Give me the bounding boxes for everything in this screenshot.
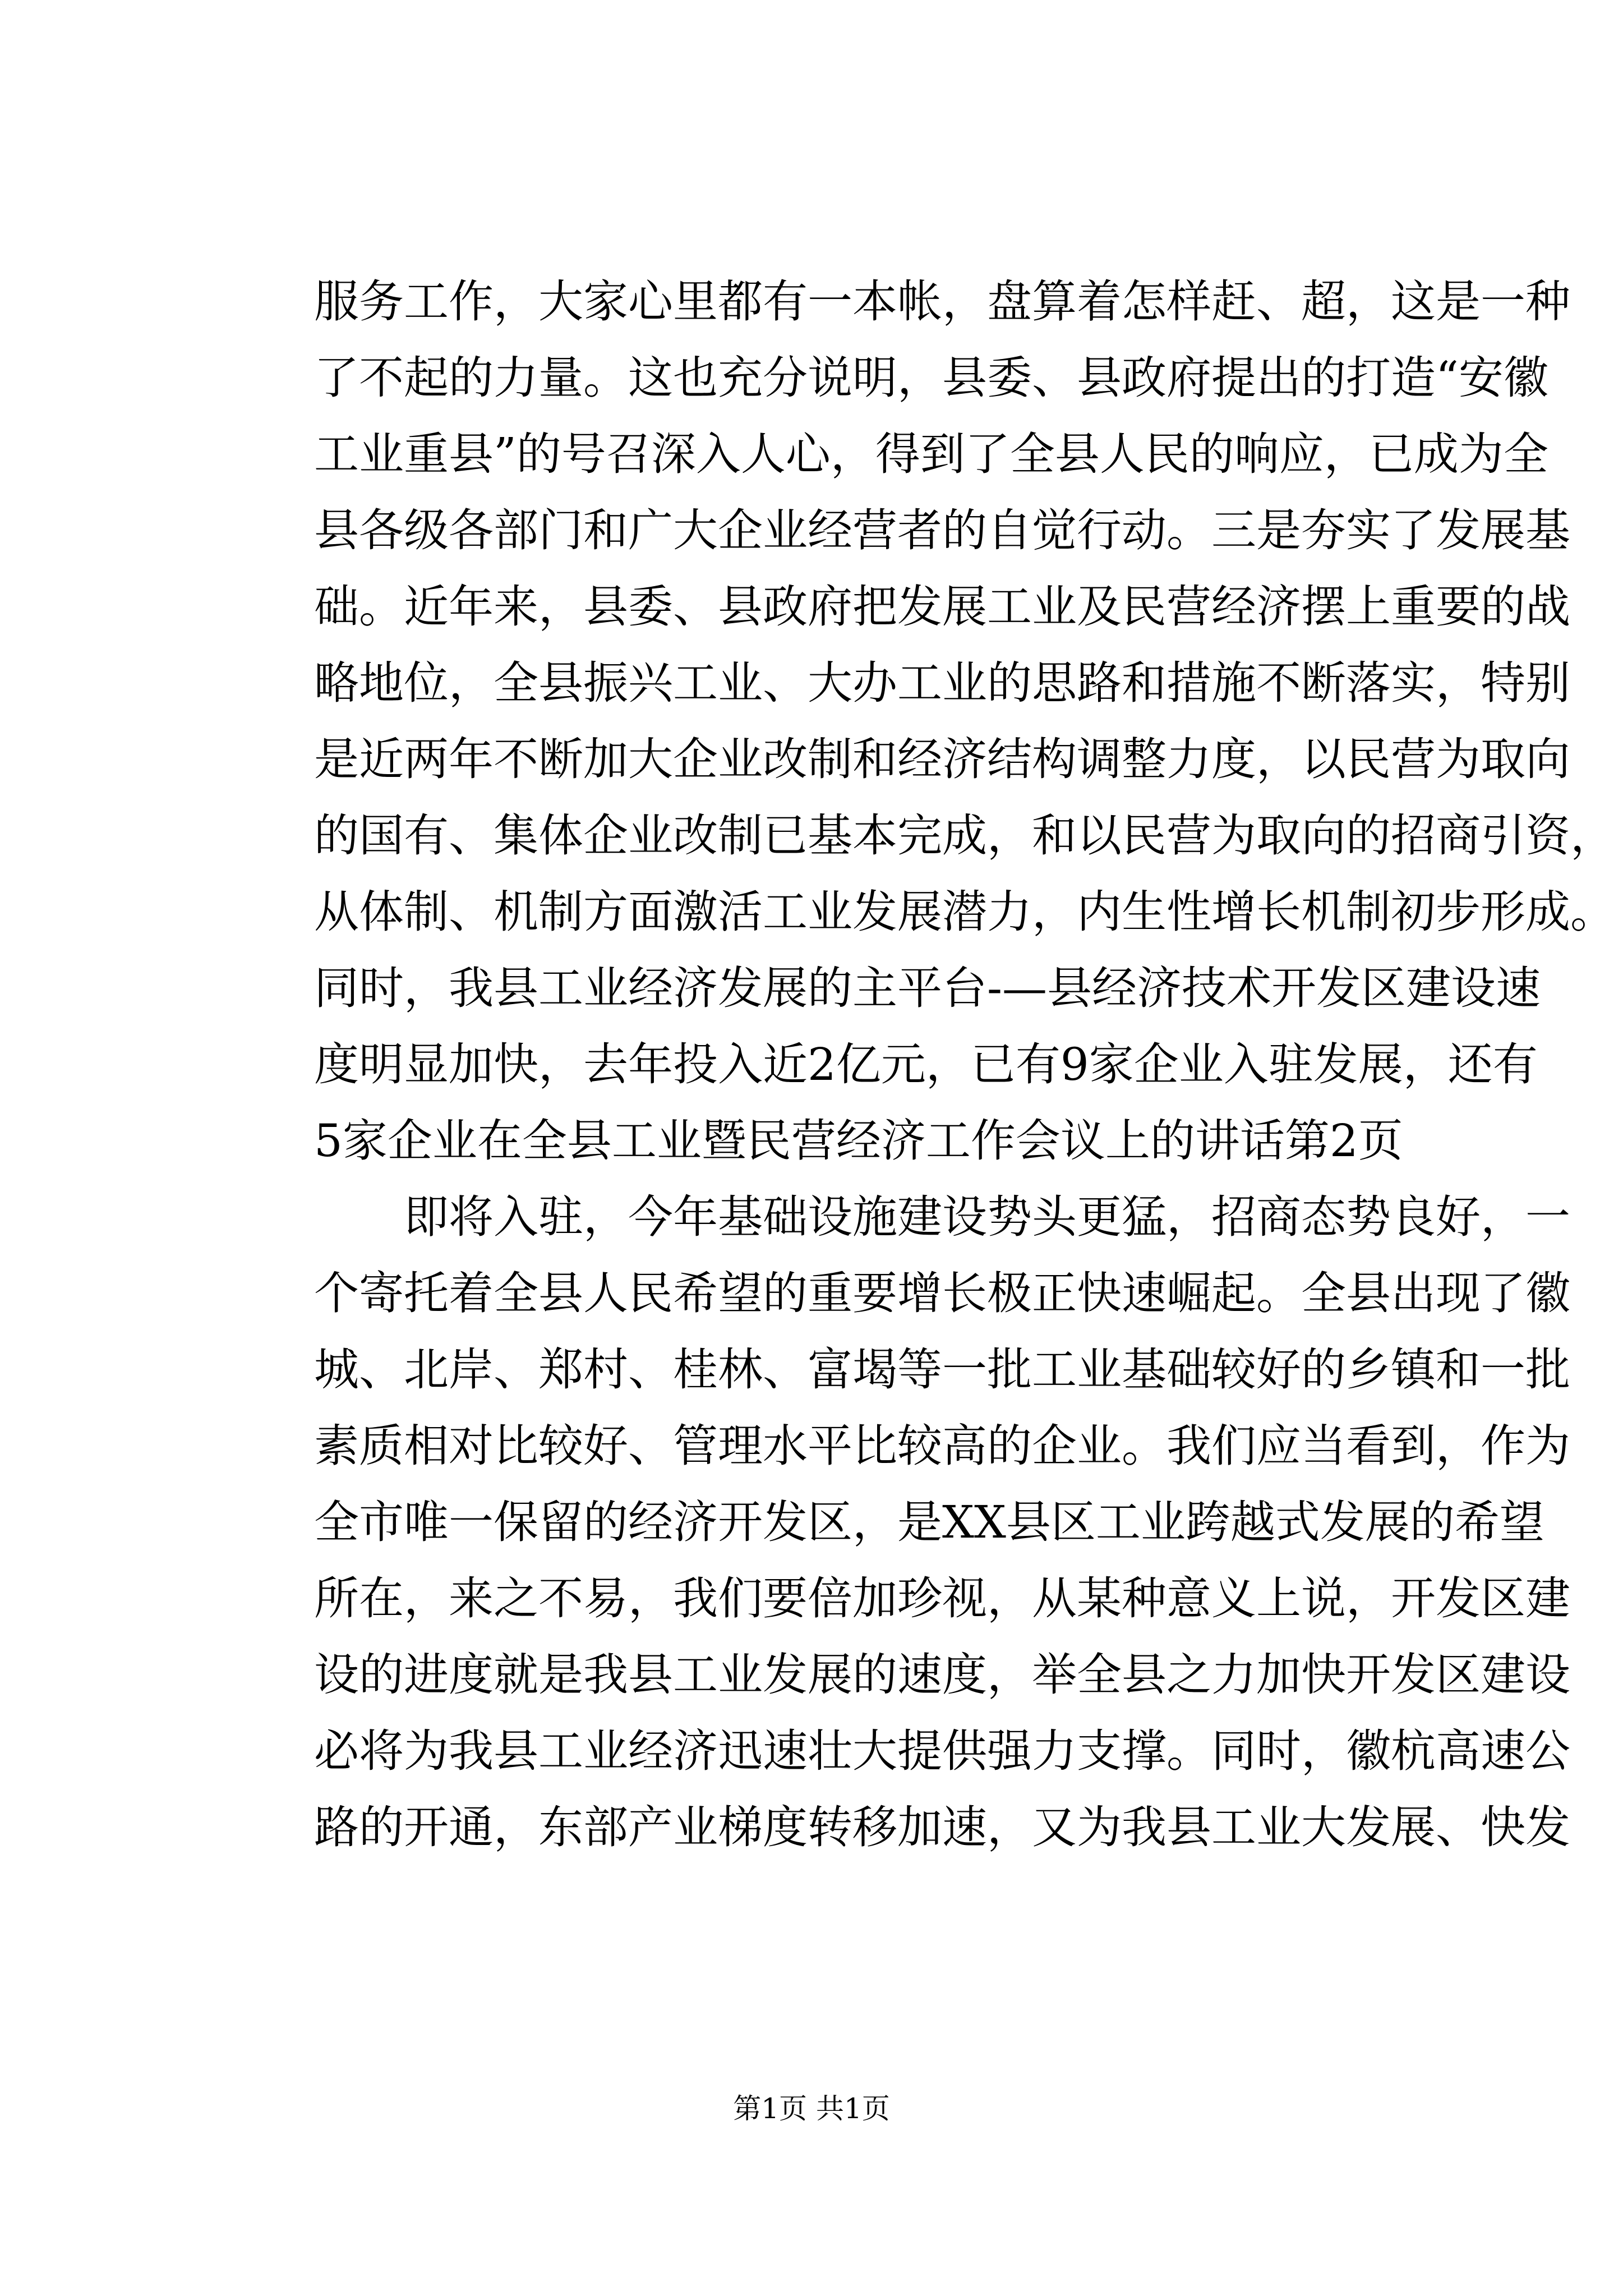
text-line-11: 度明显加快，去年投入近2亿元，已有9家企业入驻发展，还有 (314, 1038, 1538, 1091)
text-line-2: 了不起的力量。这也充分说明，县委、县政府提出的打造“安徽 (314, 352, 1548, 404)
text-line-5: 础。近年来，县委、县政府把发展工业及民营经济摆上重要的战 (314, 581, 1570, 633)
document-body (314, 264, 1615, 1866)
text-line-12: 5家企业在全县工业暨民营经济工作会议上的讲话第2页 (314, 1115, 1403, 1167)
text-line-17: 全市唯一保留的经济开发区，是XX县区工业跨越式发展的希望 (314, 1496, 1544, 1548)
text-line-13: 即将入驻，今年基础设施建设势头更猛，招商态势良好，一 (404, 1191, 1570, 1243)
page-number-label: 第1页 共1页 (733, 2092, 890, 2125)
text-line-14: 个寄托着全县人民希望的重要增长极正快速崛起。全县出现了徽 (314, 1267, 1570, 1319)
text-line-9: 从体制、机制方面激活工业发展潜力，内生性增长机制初步形成。 (314, 886, 1615, 938)
text-line-8: 的国有、集体企业改制已基本完成，和以民营为取向的招商引资， (314, 809, 1615, 862)
text-line-4: 县各级各部门和广大企业经营者的自觉行动。三是夯实了发展基 (314, 504, 1570, 556)
text-line-20: 必将为我县工业经济迅速壮大提供强力支撑。同时，徽杭高速公 (314, 1725, 1570, 1777)
text-line-16: 素质相对比较好、管理水平比较高的企业。我们应当看到，作为 (314, 1420, 1570, 1472)
text-line-15: 城、北岸、郑村、桂林、富堨等一批工业基础较好的乡镇和一批 (314, 1343, 1570, 1396)
text-line-3: 工业重县”的号召深入人心，得到了全县人民的响应，已成为全 (314, 428, 1548, 480)
text-line-1: 服务工作，大家心里都有一本帐，盘算着怎样赶、超，这是一种 (314, 275, 1570, 328)
text-line-18: 所在，来之不易，我们要倍加珍视，从某种意义上说，开发区建 (314, 1572, 1570, 1625)
text-line-6: 略地位，全县振兴工业、大办工业的思路和措施不断落实，特别 (314, 657, 1570, 709)
text-line-7: 是近两年不断加大企业改制和经济结构调整力度，以民营为取向 (314, 733, 1570, 785)
text-line-21: 路的开通，东部产业梯度转移加速，又为我县工业大发展、快发 (314, 1801, 1570, 1853)
text-line-10: 同时，我县工业经济发展的主平台-—县经济技术开发区建设速 (314, 962, 1541, 1014)
text-line-19: 设的进度就是我县工业发展的速度，举全县之力加快开发区建设 (314, 1649, 1570, 1701)
page-footer (0, 2089, 1623, 2128)
